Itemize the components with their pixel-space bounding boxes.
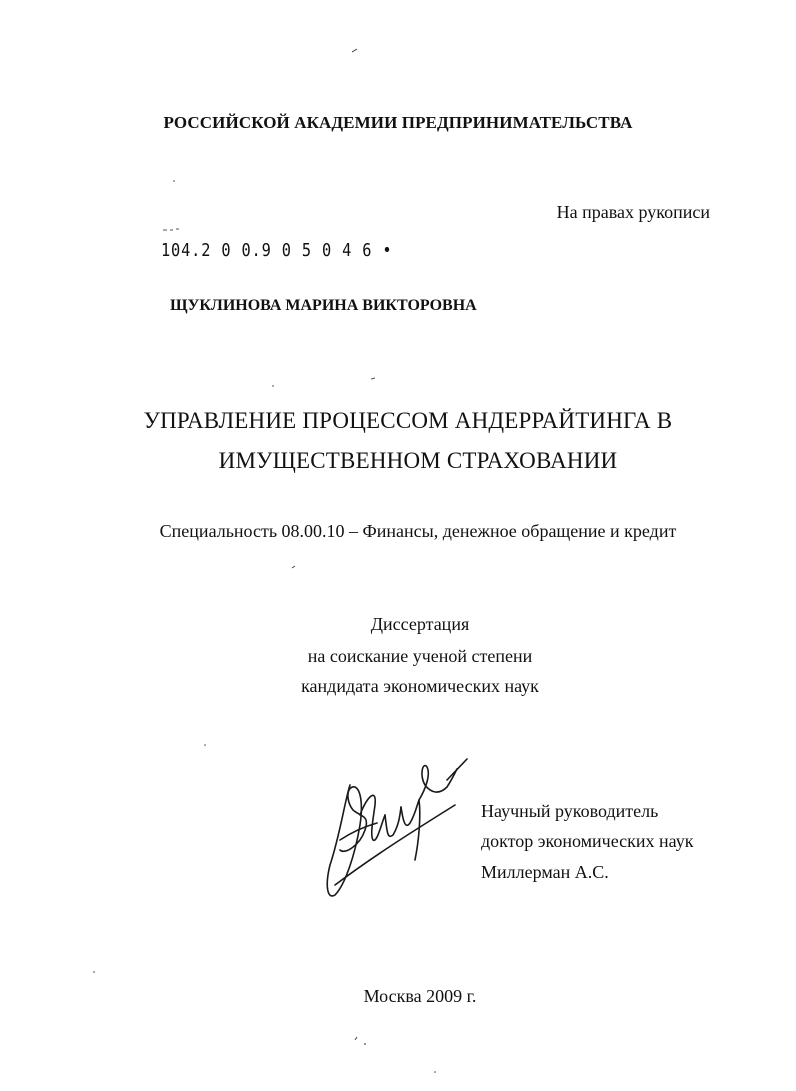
manuscript-rights: На правах рукописи xyxy=(556,202,710,222)
supervisor-name: Миллерман А.С. xyxy=(481,862,609,882)
stamp-number: 104.2 0 0.9 0 5 0 4 6 xyxy=(161,240,373,261)
city-year: Москва 2009 г. xyxy=(363,986,477,1006)
dissertation-label: Диссертация xyxy=(370,614,470,634)
thesis-title-line-1: УПРАВЛЕНИЕ ПРОЦЕССОМ АНДЕРРАЙТИНГА В xyxy=(143,408,673,433)
supervisor-degree: доктор экономических наук xyxy=(481,831,694,851)
author-name: ЩУКЛИНОВА МАРИНА ВИКТОРОВНА xyxy=(170,297,477,314)
degree-purpose: на соискание ученой степени xyxy=(307,646,533,666)
academy-name: РОССИЙСКОЙ АКАДЕМИИ ПРЕДПРИНИМАТЕЛЬСТВА xyxy=(163,113,633,132)
specialty: Специальность 08.00.10 – Финансы, денежное обращение и кредит xyxy=(159,521,677,541)
stamp-dot-icon: • xyxy=(382,240,393,261)
author-signature xyxy=(315,745,480,905)
supervisor-role: Научный руководитель xyxy=(481,801,659,821)
thesis-title-line-2: ИМУЩЕСТВЕННОМ СТРАХОВАНИИ xyxy=(218,448,618,473)
degree-name: кандидата экономических наук xyxy=(301,676,539,696)
registration-stamp xyxy=(161,240,392,261)
